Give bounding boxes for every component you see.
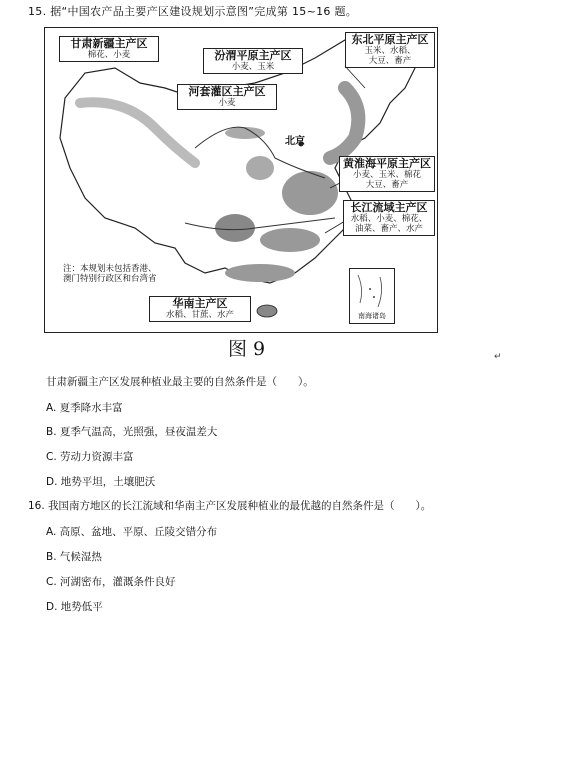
inset-label: 南海诸岛: [358, 312, 386, 320]
region-shade-northeast: [330, 88, 358, 158]
label-fenwei: 汾渭平原主产区 小麦、玉米: [203, 48, 303, 74]
question-15-title: 15. 据“中国农产品主要产区建设规划示意图”完成第 15~16 题。: [28, 5, 358, 18]
china-agriculture-map: [44, 27, 438, 333]
q15-option-c: C. 劳动力资源丰富: [46, 451, 134, 463]
label-beijing: 北京: [285, 136, 305, 147]
inset-drawing: [350, 269, 394, 313]
q16-option-d: D. 地势低平: [46, 601, 103, 613]
q15-option-a: A. 夏季降水丰富: [46, 402, 123, 414]
label-gansu-xinjiang: 甘肃新疆主产区 棉花、小麦: [59, 36, 159, 62]
label-changjiang: 长江流域主产区 水稻、小麦、棉花、 油菜、畜产、水产: [343, 200, 435, 236]
label-huanghuaihai: 黄淮海平原主产区 小麦、玉米、棉花 大豆、畜产: [339, 156, 435, 192]
region-shade-sichuan: [215, 214, 255, 242]
figure-caption: 图 9: [228, 338, 266, 360]
label-dongbei: 东北平原主产区 玉米、水稻、 大豆、畜产: [345, 32, 435, 68]
region-shade-northwest: [80, 102, 195, 163]
q16-option-b: B. 气候湿热: [46, 551, 102, 563]
map-note: 注：本规划未包括香港、 澳门特别行政区和台湾省: [63, 264, 157, 284]
q15-stem: 甘肃新疆主产区发展种植业最主要的自然条件是（ ）。: [46, 376, 314, 388]
hainan-island: [257, 305, 277, 317]
q15-option-b: B. 夏季气温高，光照强，昼夜温差大: [46, 426, 218, 438]
q16-stem: 16. 我国南方地区的长江流域和华南主产区发展种植业的最优越的自然条件是（ ）。: [28, 500, 432, 512]
q15-option-d: D. 地势平坦，土壤肥沃: [46, 476, 156, 488]
south-china-sea-inset: [349, 268, 395, 324]
return-mark: ↵: [494, 352, 502, 362]
q16-option-a: A. 高原、盆地、平原、丘陵交错分布: [46, 526, 218, 538]
region-shade-changjiang: [260, 228, 320, 252]
label-hetao: 河套灌区主产区 小麦: [177, 84, 277, 110]
region-shade-huanghuai: [282, 171, 338, 215]
label-huanan: 华南主产区 水稻、甘蔗、水产: [149, 296, 251, 322]
region-shade-fenwei: [246, 156, 274, 180]
region-shade-huanan: [225, 264, 295, 282]
q16-option-c: C. 河湖密布，灌溉条件良好: [46, 576, 176, 588]
yangtze-river: [185, 218, 335, 230]
